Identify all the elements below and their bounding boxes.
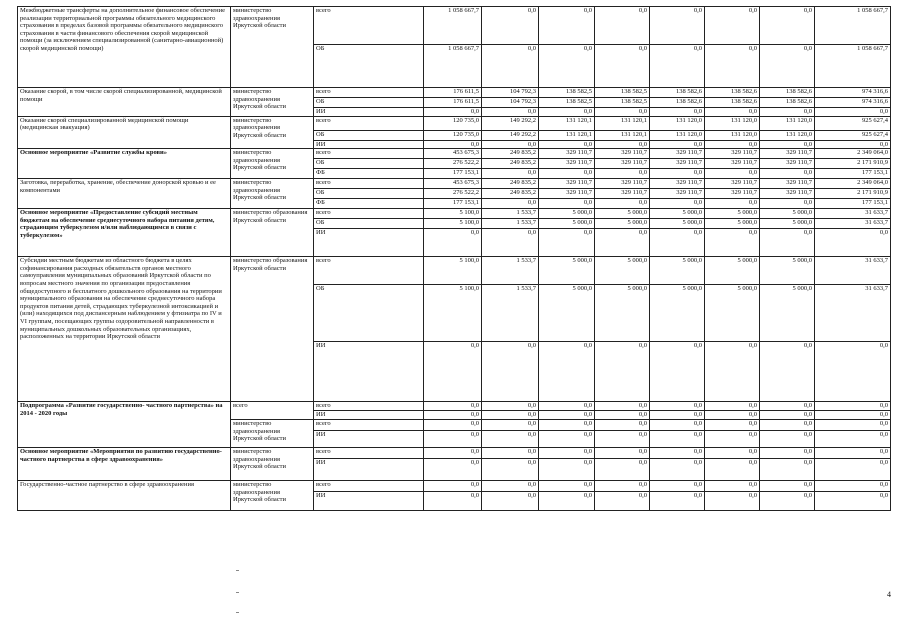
funding-source: ФБ [314, 169, 424, 179]
year-value: 0,0 [595, 431, 650, 448]
year-value: 0,0 [539, 108, 595, 117]
year-value: 0,0 [424, 411, 482, 420]
funding-source: ОБ [314, 98, 424, 108]
funding-source: ФБ [314, 199, 424, 209]
funding-source: ИИ [314, 431, 424, 448]
year-value: 0,0 [482, 169, 539, 179]
total-value: 0,0 [815, 411, 891, 420]
year-value: 0,0 [482, 431, 539, 448]
year-value: 276 522,2 [424, 189, 482, 199]
program-title: Основное мероприятие «Мероприятия по развитию государственно-частного партнерства в сфере здравоохранения» [18, 448, 231, 481]
year-value: 0,0 [705, 448, 760, 459]
total-value: 177 153,1 [815, 199, 891, 209]
year-value: 0,0 [705, 411, 760, 420]
year-value: 249 835,2 [482, 149, 539, 159]
year-value: 329 110,7 [760, 189, 815, 199]
year-value: 5 000,0 [705, 219, 760, 229]
year-value: 120 735,0 [424, 116, 482, 130]
year-value: 5 000,0 [705, 257, 760, 285]
year-value: 1 533,7 [482, 209, 539, 219]
funding-source: всего [314, 209, 424, 219]
total-value: 0,0 [815, 431, 891, 448]
year-value: 0,0 [705, 431, 760, 448]
program-title: Заготовка, переработка, хранение, обеспечение донорской кровью и ее компонентами [18, 179, 231, 209]
year-value: 131 120,0 [650, 116, 705, 130]
table-row [18, 209, 891, 219]
year-value: 329 110,7 [760, 149, 815, 159]
year-value: 249 835,2 [482, 159, 539, 169]
year-value: 0,0 [482, 420, 539, 431]
year-value: 5 000,0 [705, 209, 760, 219]
executor: министерство здравоохранения Иркутской области [231, 149, 314, 179]
year-value: 0,0 [650, 448, 705, 459]
year-value: 329 110,7 [650, 159, 705, 169]
year-value: 120 735,0 [424, 130, 482, 140]
program-title: Государственно-частное партнерство в сфере здравоохранения [18, 481, 231, 511]
year-value: 131 120,0 [705, 130, 760, 140]
year-value: 0,0 [595, 140, 650, 149]
program-title: Основное мероприятие «Предоставление субсидий местным бюджетам на обеспечение среднесуточного набора питания детям, страдающим туберкулезом и/или наблюдающимся в связи с туберкулезом» [18, 209, 231, 257]
year-value: 329 110,7 [705, 149, 760, 159]
year-value: 329 110,7 [539, 159, 595, 169]
program-title: Субсидии местным бюджетам из областного бюджета в целях софинансирования расходных обязательств органов местного самоуправления муниципальных образований Иркутской области по вопросам местного значения по организации предоставления общедоступного и бесплатного дошкольного образования на территории муниципального образования на обеспечение среднесуточного набора продуктов питания детей, страдающих туберкулезной интоксикацией и (или) находящихся под диспансерным наблюдением у фтизиатра по IV и VI группам, посещающих группы оздоровительной направленности в муниципальных дошкольных образовательных организациях, расположенных на территории Иркутской области [18, 257, 231, 402]
year-value: 0,0 [760, 459, 815, 481]
year-value: 0,0 [539, 481, 595, 492]
year-value: 131 120,0 [650, 130, 705, 140]
year-value: 0,0 [760, 492, 815, 511]
year-value: 5 100,0 [424, 209, 482, 219]
year-value: 0,0 [650, 140, 705, 149]
year-value: 0,0 [595, 7, 650, 45]
funding-source: всего [314, 179, 424, 189]
year-value: 0,0 [424, 342, 482, 402]
year-value: 0,0 [482, 140, 539, 149]
year-value: 1 533,7 [482, 219, 539, 229]
scan-mark [236, 612, 239, 613]
year-value: 0,0 [424, 229, 482, 257]
year-value: 1 058 667,7 [424, 45, 482, 88]
year-value: 0,0 [705, 420, 760, 431]
year-value: 0,0 [595, 342, 650, 402]
program-title: Оказание скорой, в том числе скорой специализированной, медицинской помощи [18, 88, 231, 117]
year-value: 131 120,0 [705, 116, 760, 130]
funding-source: всего [314, 88, 424, 98]
year-value: 0,0 [424, 402, 482, 411]
year-value: 0,0 [539, 140, 595, 149]
executor: министерство здравоохранения Иркутской области [231, 448, 314, 481]
year-value: 0,0 [482, 7, 539, 45]
total-value: 925 627,4 [815, 130, 891, 140]
table-row [18, 179, 891, 189]
year-value: 0,0 [539, 7, 595, 45]
year-value: 0,0 [424, 492, 482, 511]
year-value: 131 120,0 [760, 116, 815, 130]
funding-source: ИИ [314, 411, 424, 420]
year-value: 0,0 [705, 140, 760, 149]
year-value: 0,0 [595, 402, 650, 411]
year-value: 0,0 [539, 229, 595, 257]
year-value: 131 120,1 [595, 116, 650, 130]
year-value: 329 110,7 [705, 179, 760, 189]
year-value: 177 153,1 [424, 199, 482, 209]
year-value: 1 533,7 [482, 285, 539, 342]
year-value: 5 100,0 [424, 257, 482, 285]
funding-source: ОБ [314, 219, 424, 229]
year-value: 0,0 [482, 229, 539, 257]
year-value: 176 611,5 [424, 88, 482, 98]
year-value: 0,0 [705, 481, 760, 492]
year-value: 0,0 [650, 402, 705, 411]
funding-source: ИИ [314, 342, 424, 402]
year-value: 0,0 [482, 492, 539, 511]
year-value: 0,0 [650, 431, 705, 448]
year-value: 0,0 [482, 45, 539, 88]
year-value: 0,0 [760, 108, 815, 117]
year-value: 329 110,7 [650, 179, 705, 189]
executor: министерство здравоохранения Иркутской области [231, 420, 314, 448]
table-row [18, 149, 891, 159]
year-value: 0,0 [705, 7, 760, 45]
year-value: 0,0 [482, 342, 539, 402]
year-value: 0,0 [424, 459, 482, 481]
year-value: 5 000,0 [760, 257, 815, 285]
year-value: 138 582,6 [650, 88, 705, 98]
year-value: 0,0 [539, 448, 595, 459]
total-value: 1 058 667,7 [815, 7, 891, 45]
total-value: 0,0 [815, 481, 891, 492]
year-value: 5 100,0 [424, 219, 482, 229]
year-value: 138 582,6 [705, 88, 760, 98]
funding-source: ИИ [314, 459, 424, 481]
funding-source: ИИ [314, 492, 424, 511]
page-number: 4 [887, 590, 891, 599]
year-value: 104 792,3 [482, 88, 539, 98]
year-value: 0,0 [424, 108, 482, 117]
year-value: 0,0 [705, 169, 760, 179]
budget-table [17, 6, 891, 511]
total-value: 0,0 [815, 402, 891, 411]
year-value: 0,0 [595, 492, 650, 511]
year-value: 0,0 [595, 199, 650, 209]
table-row [18, 402, 891, 411]
year-value: 0,0 [595, 481, 650, 492]
year-value: 0,0 [595, 459, 650, 481]
funding-source: всего [314, 7, 424, 45]
year-value: 0,0 [705, 342, 760, 402]
year-value: 329 110,7 [650, 149, 705, 159]
total-value: 31 633,7 [815, 209, 891, 219]
year-value: 329 110,7 [539, 189, 595, 199]
year-value: 0,0 [705, 402, 760, 411]
year-value: 0,0 [482, 199, 539, 209]
year-value: 138 582,5 [595, 88, 650, 98]
year-value: 329 110,7 [650, 189, 705, 199]
year-value: 276 522,2 [424, 159, 482, 169]
year-value: 0,0 [424, 481, 482, 492]
year-value: 329 110,7 [760, 179, 815, 189]
program-title: Основное мероприятие «Развитие службы крови» [18, 149, 231, 179]
total-value: 0,0 [815, 342, 891, 402]
executor: министерство здравоохранения Иркутской области [231, 116, 314, 149]
total-value: 925 627,4 [815, 116, 891, 130]
year-value: 0,0 [595, 45, 650, 88]
year-value: 5 000,0 [760, 209, 815, 219]
year-value: 131 120,0 [760, 130, 815, 140]
year-value: 0,0 [760, 431, 815, 448]
executor: всего [231, 402, 314, 420]
total-value: 0,0 [815, 459, 891, 481]
program-title: Оказание скорой специализированной медицинской помощи (медицинская эвакуация) [18, 116, 231, 149]
year-value: 5 000,0 [650, 209, 705, 219]
year-value: 0,0 [539, 411, 595, 420]
funding-source: всего [314, 420, 424, 431]
year-value: 5 000,0 [650, 257, 705, 285]
executor: министерство здравоохранения Иркутской области [231, 7, 314, 88]
year-value: 131 120,1 [539, 130, 595, 140]
funding-source: всего [314, 481, 424, 492]
year-value: 453 675,3 [424, 149, 482, 159]
year-value: 0,0 [760, 481, 815, 492]
funding-source: всего [314, 149, 424, 159]
year-value: 0,0 [539, 342, 595, 402]
table-row [18, 88, 891, 98]
executor: министерство образования Иркутской области [231, 257, 314, 402]
funding-source: ОБ [314, 45, 424, 88]
scan-mark [236, 592, 239, 593]
total-value: 0,0 [815, 108, 891, 117]
year-value: 0,0 [760, 169, 815, 179]
year-value: 0,0 [482, 402, 539, 411]
total-value: 0,0 [815, 492, 891, 511]
year-value: 0,0 [424, 448, 482, 459]
year-value: 0,0 [650, 199, 705, 209]
year-value: 0,0 [595, 169, 650, 179]
year-value: 329 110,7 [595, 189, 650, 199]
year-value: 0,0 [539, 402, 595, 411]
year-value: 0,0 [482, 411, 539, 420]
year-value: 0,0 [650, 459, 705, 481]
year-value: 0,0 [650, 492, 705, 511]
year-value: 0,0 [760, 45, 815, 88]
year-value: 5 000,0 [650, 285, 705, 342]
year-value: 0,0 [760, 229, 815, 257]
year-value: 0,0 [705, 459, 760, 481]
scan-mark [236, 570, 239, 571]
year-value: 0,0 [760, 402, 815, 411]
year-value: 138 582,6 [760, 98, 815, 108]
year-value: 138 582,5 [539, 88, 595, 98]
executor: министерство здравоохранения Иркутской области [231, 481, 314, 511]
year-value: 453 675,3 [424, 179, 482, 189]
total-value: 974 316,6 [815, 98, 891, 108]
year-value: 0,0 [650, 481, 705, 492]
year-value: 1 533,7 [482, 257, 539, 285]
year-value: 0,0 [650, 45, 705, 88]
year-value: 0,0 [650, 342, 705, 402]
program-title: Подпрограмма «Развитие государственно- частного партнерства» на 2014 - 2020 годы [18, 402, 231, 448]
year-value: 0,0 [705, 45, 760, 88]
year-value: 5 000,0 [705, 285, 760, 342]
year-value: 176 611,5 [424, 98, 482, 108]
year-value: 5 000,0 [539, 219, 595, 229]
year-value: 0,0 [650, 7, 705, 45]
year-value: 131 120,1 [595, 130, 650, 140]
year-value: 329 110,7 [539, 179, 595, 189]
total-value: 0,0 [815, 140, 891, 149]
total-value: 31 633,7 [815, 285, 891, 342]
total-value: 0,0 [815, 229, 891, 257]
total-value: 31 633,7 [815, 219, 891, 229]
table-row [18, 481, 891, 492]
year-value: 138 582,5 [595, 98, 650, 108]
total-value: 0,0 [815, 448, 891, 459]
year-value: 5 000,0 [539, 209, 595, 219]
funding-source: ИИ [314, 108, 424, 117]
year-value: 0,0 [650, 108, 705, 117]
executor: министерство здравоохранения Иркутской области [231, 88, 314, 117]
year-value: 138 582,6 [705, 98, 760, 108]
year-value: 0,0 [650, 169, 705, 179]
year-value: 0,0 [650, 420, 705, 431]
year-value: 249 835,2 [482, 189, 539, 199]
executor: министерство здравоохранения Иркутской области [231, 179, 314, 209]
year-value: 0,0 [539, 169, 595, 179]
total-value: 0,0 [815, 420, 891, 431]
year-value: 0,0 [482, 108, 539, 117]
year-value: 149 292,2 [482, 116, 539, 130]
funding-source: всего [314, 257, 424, 285]
year-value: 0,0 [539, 199, 595, 209]
total-value: 1 058 667,7 [815, 45, 891, 88]
year-value: 0,0 [760, 420, 815, 431]
year-value: 5 000,0 [760, 219, 815, 229]
total-value: 31 633,7 [815, 257, 891, 285]
total-value: 2 349 064,0 [815, 149, 891, 159]
budget-table-body [18, 7, 891, 511]
year-value: 0,0 [424, 140, 482, 149]
year-value: 138 582,6 [760, 88, 815, 98]
year-value: 104 792,3 [482, 98, 539, 108]
year-value: 1 058 667,7 [424, 7, 482, 45]
year-value: 0,0 [482, 481, 539, 492]
year-value: 5 100,0 [424, 285, 482, 342]
year-value: 0,0 [760, 342, 815, 402]
year-value: 0,0 [424, 431, 482, 448]
year-value: 5 000,0 [760, 285, 815, 342]
year-value: 5 000,0 [595, 257, 650, 285]
table-row [18, 448, 891, 459]
year-value: 329 110,7 [595, 159, 650, 169]
year-value: 329 110,7 [760, 159, 815, 169]
funding-source: ОБ [314, 285, 424, 342]
year-value: 0,0 [705, 492, 760, 511]
year-value: 5 000,0 [539, 257, 595, 285]
funding-source: всего [314, 448, 424, 459]
year-value: 177 153,1 [424, 169, 482, 179]
year-value: 0,0 [424, 420, 482, 431]
funding-source: всего [314, 116, 424, 130]
year-value: 0,0 [760, 448, 815, 459]
total-value: 2 349 064,0 [815, 179, 891, 189]
year-value: 0,0 [760, 411, 815, 420]
year-value: 0,0 [482, 459, 539, 481]
funding-source: ИИ [314, 140, 424, 149]
funding-source: ИИ [314, 229, 424, 257]
funding-source: всего [314, 402, 424, 411]
year-value: 0,0 [595, 420, 650, 431]
year-value: 329 110,7 [705, 159, 760, 169]
year-value: 0,0 [482, 448, 539, 459]
total-value: 974 316,6 [815, 88, 891, 98]
year-value: 0,0 [650, 229, 705, 257]
year-value: 0,0 [539, 420, 595, 431]
executor: министерство образования Иркутской области [231, 209, 314, 257]
year-value: 0,0 [760, 7, 815, 45]
funding-source: ОБ [314, 159, 424, 169]
funding-source: ОБ [314, 130, 424, 140]
year-value: 5 000,0 [539, 285, 595, 342]
year-value: 138 582,6 [650, 98, 705, 108]
year-value: 0,0 [595, 229, 650, 257]
year-value: 0,0 [595, 448, 650, 459]
year-value: 5 000,0 [650, 219, 705, 229]
year-value: 249 835,2 [482, 179, 539, 189]
table-row [18, 116, 891, 130]
year-value: 329 110,7 [595, 179, 650, 189]
table-row [18, 7, 891, 45]
year-value: 0,0 [650, 411, 705, 420]
funding-source: ОБ [314, 189, 424, 199]
year-value: 5 000,0 [595, 219, 650, 229]
table-row [18, 257, 891, 285]
year-value: 5 000,0 [595, 209, 650, 219]
year-value: 5 000,0 [595, 285, 650, 342]
year-value: 329 110,7 [705, 189, 760, 199]
program-title: Межбюджетные трансферты на дополнительное финансовое обеспечение реализации территориальной программы обязательного медицинского страхования в пределах базовой программы обязательного медицинского страхования в части финансового обеспечения скорой медицинской помощи (за исключением специализированной (санитарно-авиационной) скорой медицинской помощи) [18, 7, 231, 88]
year-value: 0,0 [539, 492, 595, 511]
year-value: 149 292,2 [482, 130, 539, 140]
year-value: 0,0 [539, 45, 595, 88]
year-value: 0,0 [760, 140, 815, 149]
total-value: 177 153,1 [815, 169, 891, 179]
budget-table-page [17, 6, 890, 511]
year-value: 0,0 [705, 108, 760, 117]
year-value: 0,0 [595, 108, 650, 117]
year-value: 0,0 [539, 431, 595, 448]
year-value: 138 582,5 [539, 98, 595, 108]
total-value: 2 171 910,9 [815, 159, 891, 169]
year-value: 0,0 [595, 411, 650, 420]
year-value: 0,0 [760, 199, 815, 209]
year-value: 0,0 [539, 459, 595, 481]
year-value: 0,0 [705, 199, 760, 209]
year-value: 0,0 [705, 229, 760, 257]
year-value: 329 110,7 [595, 149, 650, 159]
year-value: 329 110,7 [539, 149, 595, 159]
year-value: 131 120,1 [539, 116, 595, 130]
total-value: 2 171 910,9 [815, 189, 891, 199]
